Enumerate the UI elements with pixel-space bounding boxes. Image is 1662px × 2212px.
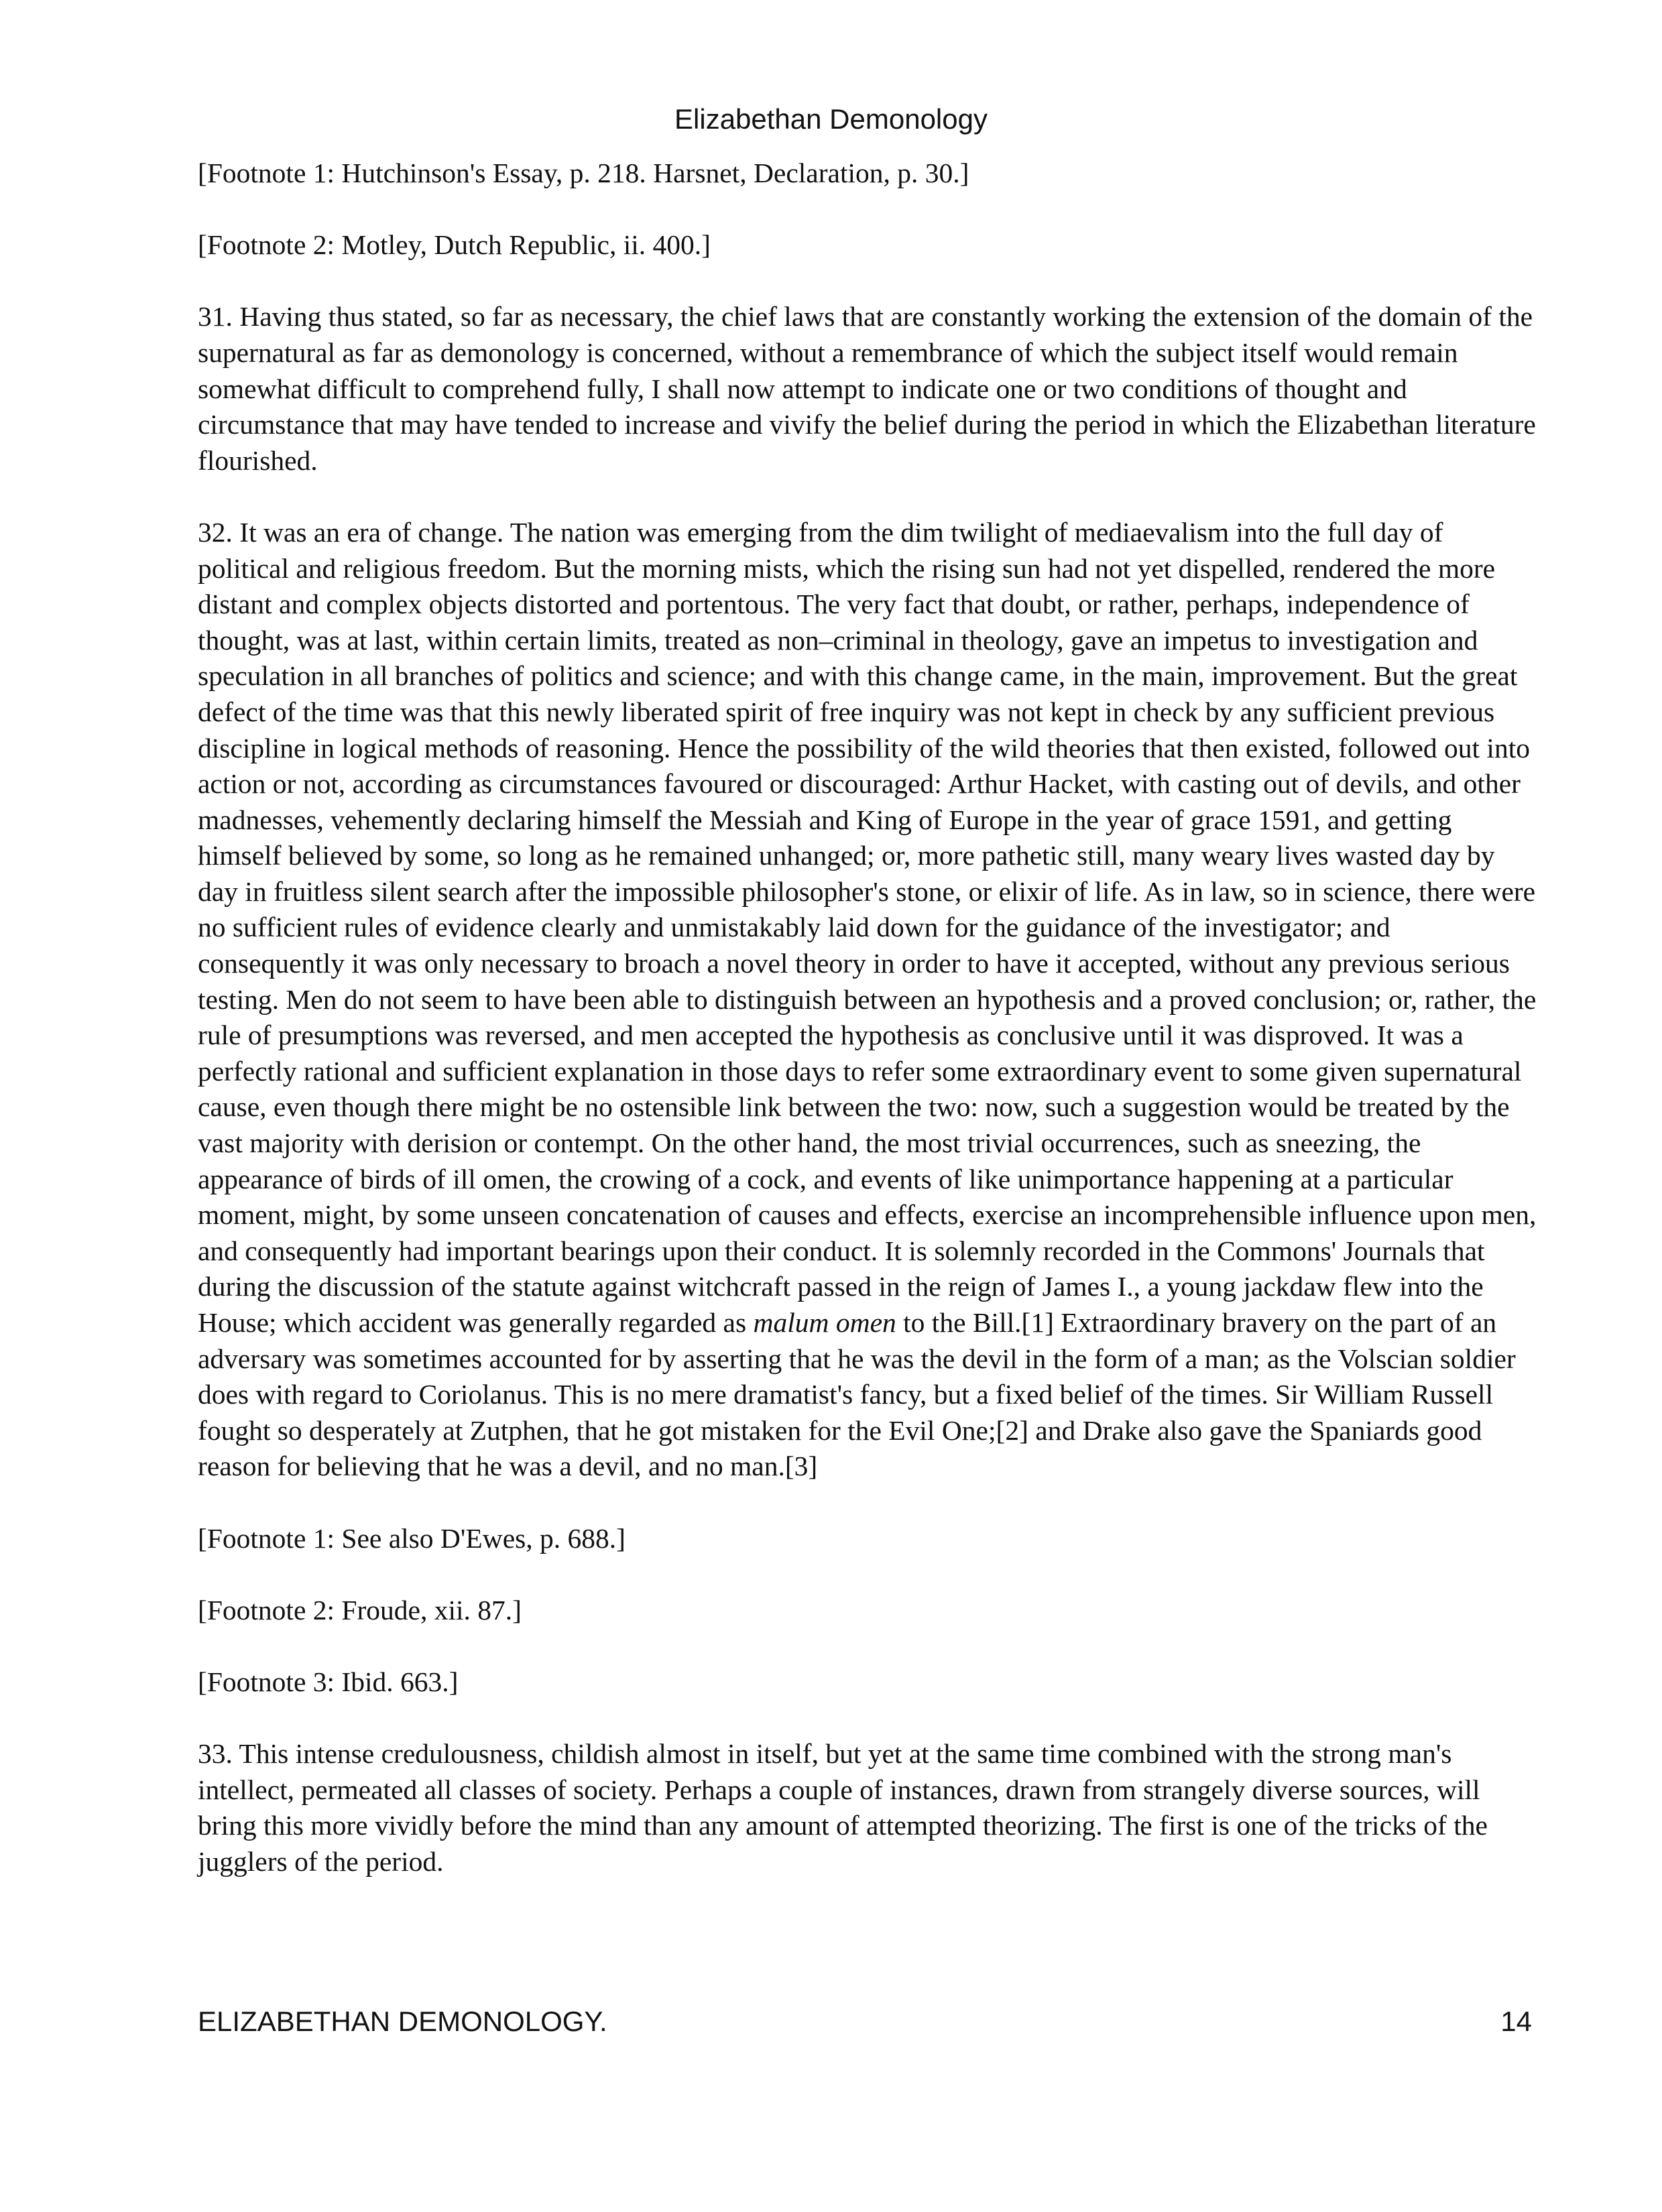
page-number: 14 <box>1500 2006 1532 2037</box>
footnote-froude: [Footnote 2: Froude, xii. 87.] <box>198 1594 522 1625</box>
footnote-hutchinson: [Footnote 1: Hutchinson's Essay, p. 218. Harsnet, Declaration, p. 30.] <box>198 158 969 188</box>
paragraph-32-italic-phrase: malum omen <box>753 1307 896 1338</box>
paragraph-32 <box>198 515 1537 1485</box>
running-header-title: Elizabethan Demonology <box>674 103 988 135</box>
footnote-motley: [Footnote 2: Motley, Dutch Republic, ii. 400.] <box>198 229 711 261</box>
paragraph-31: 31. Having thus stated, so far as necessary, the chief laws that are constantly working the extension of the domain of the supernatural as far as demonology is concerned, without a remembrance of which the subject itself would remain somewhat difficult to comprehend fully, I shall now attempt to indicate one or two conditions of thought and circumstance that may have tended to increase and vivify the belief during the period in which the Elizabethan literature flourished. <box>198 301 1536 476</box>
paragraph-32-text-b: to the Bill.[1] Extraordinary bravery on the part of an adversary was sometimes accounted for by asserting that he was the devil in the form of a man; as the Volscian soldier does with regard to Coriolanus. This is no mere dramatist's fancy, but a fixed belief of the times. Sir William Russell fought so desperately at Zutphen, that he got mistaken for the Evil One;[2] and Drake also gave the Spaniards good reason for believing that he was a devil, and no man.[3] <box>198 1307 1516 1482</box>
paragraph-32-text-a: 32. It was an era of change. The nation was emerging from the dim twilight of mediaevalism into the full day of political and religious freedom. But the morning mists, which the rising sun had not yet dispelled, rendered the more distant and complex objects distorted and portentous. The very fact that doubt, or rather, perhaps, independence of thought, was at last, within certain limits, treated as non–criminal in theology, gave an impetus to investigation and speculation in all branches of politics and science; and with this change came, in the main, improvement. But the great defect of the time was that this newly liberated spirit of free inquiry was not kept in check by any sufficient previous discipline in logical methods of reasoning. Hence the possibility of the wild theories that then existed, followed out into action or not, according as circumstances favoured or discouraged: Arthur Hacket, with casting out of devils, and other madnesses, vehemently declaring himself the Messiah and King of Europe in the year of grace 1591, and getting himself believed by some, so long as he remained unhanged; or, more pathetic still, many weary lives wasted day by day in fruitless silent search after the impossible philosopher's stone, or elixir of life. As in law, so in science, there were no sufficient rules of evidence clearly and unmistakably laid down for the guidance of the investigator; and consequently it was only necessary to broach a novel theory in order to have it accepted, without any previous serious testing. Men do not seem to have been able to distinguish between an hypothesis and a proved conclusion; or, rather, the rule of presumptions was reversed, and men accepted the hypothesis as conclusive until it was disproved. It was a perfectly rational and sufficient explanation in those days to refer some extraordinary event to some given supernatural cause, even though there might be no ostensible link between the two: now, such a suggestion would be treated by the vast majority with derision or contempt. On the other hand, the most trivial occurrences, such as sneezing, the appearance of birds of ill omen, the crowing of a cock, and events of like unimportance happening at a particular moment, might, by some unseen concatenation of causes and effects, exercise an incomprehensible influence upon men, and consequently had important bearings upon their conduct. It is solemnly recorded in the Commons' Journals that during the discussion of the statute against witchcraft passed in the reign of James I., a young jackdaw flew into the House; which accident was generally regarded as <box>198 516 1537 1338</box>
footnote-ibid: [Footnote 3: Ibid. 663.] <box>198 1666 459 1697</box>
running-footer-title: ELIZABETHAN DEMONOLOGY. <box>198 2006 607 2037</box>
paragraph-33: 33. This intense credulousness, childish almost in itself, but yet at the same time combined with the strong man's intellect, permeated all classes of society. Perhaps a couple of instances, drawn from strangely diverse sources, will bring this more vividly before the mind than any amount of attempted theorizing. The first is one of the tricks of the jugglers of the period. <box>198 1738 1488 1877</box>
page-body <box>198 156 1537 1916</box>
footnote-dewes: [Footnote 1: See also D'Ewes, p. 688.] <box>198 1522 626 1554</box>
